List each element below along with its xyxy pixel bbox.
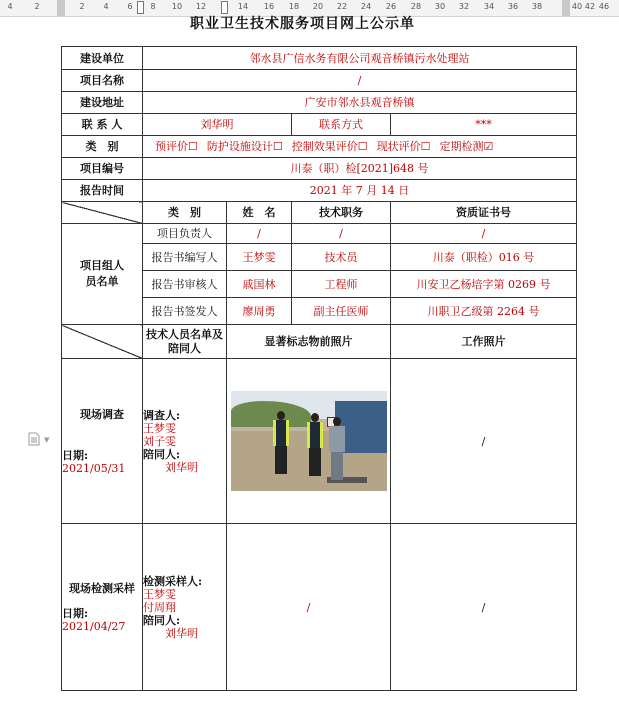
- survey-staff-cell: [143, 359, 227, 524]
- ruler-tick: 32: [458, 2, 470, 11]
- header-landmark-photo: 显著标志物前照片: [227, 325, 391, 359]
- header-work-photo: 工作照片: [391, 325, 577, 359]
- team-name: 戚国林: [227, 271, 292, 298]
- ruler-tick: 10: [171, 2, 183, 11]
- label-project-code: 项目编号: [62, 158, 143, 180]
- ruler-tick: 40: [571, 2, 583, 11]
- team-role: 项目负责人: [143, 224, 227, 244]
- header-category: 类 别: [143, 202, 227, 224]
- ruler-tick: 38: [531, 2, 543, 11]
- team-cert: /: [391, 224, 577, 244]
- ruler-tick: 2: [79, 2, 85, 11]
- survey-label: 现场调查: [80, 407, 124, 421]
- survey-work-photo: /: [391, 359, 577, 524]
- value-contact: 刘华明: [143, 114, 292, 136]
- companion-label: 陪同人:: [143, 613, 181, 627]
- ruler-margin: [562, 0, 570, 16]
- team-title: 副主任医师: [292, 298, 391, 325]
- investigator-name: 王梦雯: [143, 421, 176, 435]
- ruler-tick: 8: [150, 2, 156, 11]
- investigator-name: 刘子雯: [143, 434, 176, 448]
- info-table: [61, 46, 577, 691]
- label-project-name: 项目名称: [62, 70, 143, 92]
- team-title: 技术员: [292, 244, 391, 271]
- diagonal-cell: [62, 202, 143, 224]
- ruler-tick: 4: [103, 2, 109, 11]
- sampling-landmark-photo: /: [227, 524, 391, 691]
- value-project-name: /: [143, 70, 577, 92]
- sampling-cell: [62, 524, 143, 691]
- ruler-tick: 36: [507, 2, 519, 11]
- companion-label: 陪同人:: [143, 447, 181, 461]
- ruler-tick: 26: [385, 2, 397, 11]
- label-report-date: 报告时间: [62, 180, 143, 202]
- investigator-label: 调查人:: [143, 408, 181, 422]
- category-periodic-inspection[interactable]: 定期检测☑: [439, 140, 494, 153]
- survey-date: 2021/05/31: [62, 461, 126, 475]
- ruler-tick: 46: [598, 2, 610, 11]
- category-protection-design[interactable]: 防护设施设计☐: [206, 140, 283, 153]
- sampling-date: 2021/04/27: [62, 619, 126, 633]
- label-unit: 建设单位: [62, 47, 143, 70]
- team-group-label: 项目组人员名单: [62, 224, 143, 325]
- category-options: [143, 136, 577, 158]
- companion-name: 刘华明: [165, 626, 198, 640]
- ruler-tick: 22: [336, 2, 348, 11]
- value-unit: 邻水县广信水务有限公司观音桥镇污水处理站: [143, 47, 577, 70]
- sampling-date-label: 日期:: [62, 606, 89, 620]
- header-name: 姓 名: [227, 202, 292, 224]
- chevron-down-icon[interactable]: ▼: [44, 436, 50, 444]
- team-name: /: [227, 224, 292, 244]
- value-project-code: 川泰（职）检[2021]648 号: [143, 158, 577, 180]
- value-phone: ***: [391, 114, 577, 136]
- category-status-evaluation[interactable]: 现状评价☐: [376, 140, 431, 153]
- team-name: 王梦雯: [227, 244, 292, 271]
- ruler-tick: 34: [483, 2, 495, 11]
- category-pre-evaluation[interactable]: 预评价☐: [155, 140, 198, 153]
- team-role: 报告书编写人: [143, 244, 227, 271]
- category-effect-evaluation[interactable]: 控制效果评价☐: [291, 140, 368, 153]
- indent-marker[interactable]: [137, 1, 144, 14]
- label-category: 类 别: [62, 136, 143, 158]
- landmark-photo-cell: [227, 359, 391, 524]
- team-cert: 川泰（职检）016 号: [391, 244, 577, 271]
- ruler-tick: 6: [127, 2, 133, 11]
- value-report-date: 2021 年 7 月 14 日: [143, 180, 577, 202]
- ruler-tick: 30: [434, 2, 446, 11]
- sampler-label: 检测采样人:: [143, 574, 203, 588]
- sampling-label: 现场检测采样: [69, 581, 135, 595]
- ruler-tick: 12: [195, 2, 207, 11]
- sampler-name: 王梦雯: [143, 587, 176, 601]
- column-marker[interactable]: [221, 1, 228, 14]
- value-address: 广安市邻水县观音桥镇: [143, 92, 577, 114]
- survey-date-label: 日期:: [62, 448, 89, 462]
- ruler-tick: 16: [263, 2, 275, 11]
- label-contact: 联 系 人: [62, 114, 143, 136]
- label-address: 建设地址: [62, 92, 143, 114]
- diagonal-cell: [62, 325, 143, 359]
- header-staff: 技术人员名单及陪同人: [143, 325, 227, 359]
- header-title: 技术职务: [292, 202, 391, 224]
- label-phone: 联系方式: [292, 114, 391, 136]
- team-cert: 川职卫乙级第 2264 号: [391, 298, 577, 325]
- document-icon[interactable]: [28, 432, 40, 446]
- landmark-photo[interactable]: [231, 391, 387, 491]
- sampler-name: 付周翔: [143, 600, 176, 614]
- companion-name: 刘华明: [165, 460, 198, 474]
- team-cert: 川安卫乙杨培字第 0269 号: [391, 271, 577, 298]
- survey-cell: [62, 359, 143, 524]
- document-title: 职业卫生技术服务项目网上公示单: [190, 16, 415, 32]
- team-role: 报告书审核人: [143, 271, 227, 298]
- ruler-tick: 2: [34, 2, 40, 11]
- sampling-work-photo: /: [391, 524, 577, 691]
- ruler-tick: 4: [7, 2, 13, 11]
- ruler-tick: 18: [288, 2, 300, 11]
- ruler-tick: 14: [237, 2, 249, 11]
- ruler-tick: 20: [312, 2, 324, 11]
- ruler-tick: 28: [410, 2, 422, 11]
- sampling-staff-cell: [143, 524, 227, 691]
- team-title: 工程师: [292, 271, 391, 298]
- team-role: 报告书签发人: [143, 298, 227, 325]
- ruler-tick: 42: [584, 2, 596, 11]
- ruler-margin: [57, 0, 65, 16]
- ruler-tick: 24: [360, 2, 372, 11]
- team-title: /: [292, 224, 391, 244]
- header-cert: 资质证书号: [391, 202, 577, 224]
- team-name: 廖周勇: [227, 298, 292, 325]
- ruler[interactable]: [0, 0, 619, 17]
